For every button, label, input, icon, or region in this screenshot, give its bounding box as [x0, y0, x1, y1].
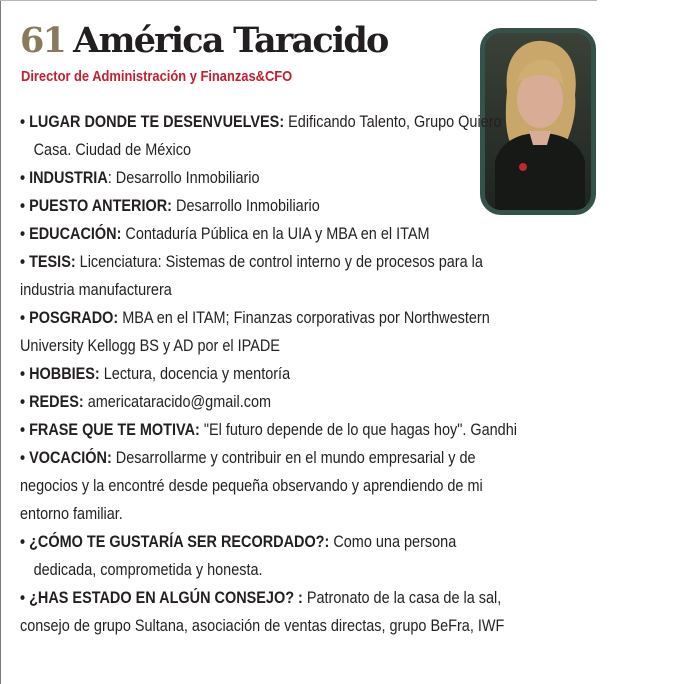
- detail-vocation: • VOCACIÓN: Desarrollarme y contribuir en el mundo empresarial y de negocios y la encontré desde pequeña observando y aprendiendo de mi entorno familiar.: [20, 444, 517, 528]
- detail-boards: • ¿HAS ESTADO EN ALGÚN CONSEJO? : Patronato de la casa de la sal, consejo de grupo Sultana, asociación de ventas directas, grupo BeFra, IWF: [20, 584, 517, 640]
- page-border-top: [0, 0, 597, 1]
- profile-header: [20, 16, 388, 66]
- job-title: Director de Administración y Finanzas&CFO: [21, 68, 293, 85]
- detail-remembered-as: • ¿CÓMO TE GUSTARÍA SER RECORDADO?: Como una persona dedicada, comprometida y honesta.: [20, 528, 517, 584]
- detail-education: • EDUCACIÓN: Contaduría Pública en la UIA y MBA en el ITAM: [20, 220, 517, 248]
- person-name: América Taracido: [73, 20, 388, 61]
- detail-social-networks: • REDES: americataracido@gmail.com: [20, 388, 517, 416]
- detail-motivating-quote: • FRASE QUE TE MOTIVA: "El futuro depende de lo que hagas hoy". Gandhi: [20, 416, 517, 444]
- detail-postgraduate: • POSGRADO: MBA en el ITAM; Finanzas corporativas por Northwestern University Kellogg BS y AD por el IPADE: [20, 304, 517, 360]
- page-border-left: [0, 0, 1, 684]
- detail-workplace: • LUGAR DONDE TE DESENVUELVES: Edificando Talento, Grupo Quiero Casa. Ciudad de México: [20, 108, 517, 164]
- rank-number: 61: [20, 20, 66, 61]
- profile-details: [20, 108, 517, 640]
- detail-industry: • INDUSTRIA: Desarrollo Inmobiliario: [20, 164, 517, 192]
- detail-previous-position: • PUESTO ANTERIOR: Desarrollo Inmobiliario: [20, 192, 517, 220]
- detail-thesis: • TESIS: Licenciatura: Sistemas de control interno y de procesos para la industria manufacturera: [20, 248, 517, 304]
- detail-hobbies: • HOBBIES: Lectura, docencia y mentoría: [20, 360, 517, 388]
